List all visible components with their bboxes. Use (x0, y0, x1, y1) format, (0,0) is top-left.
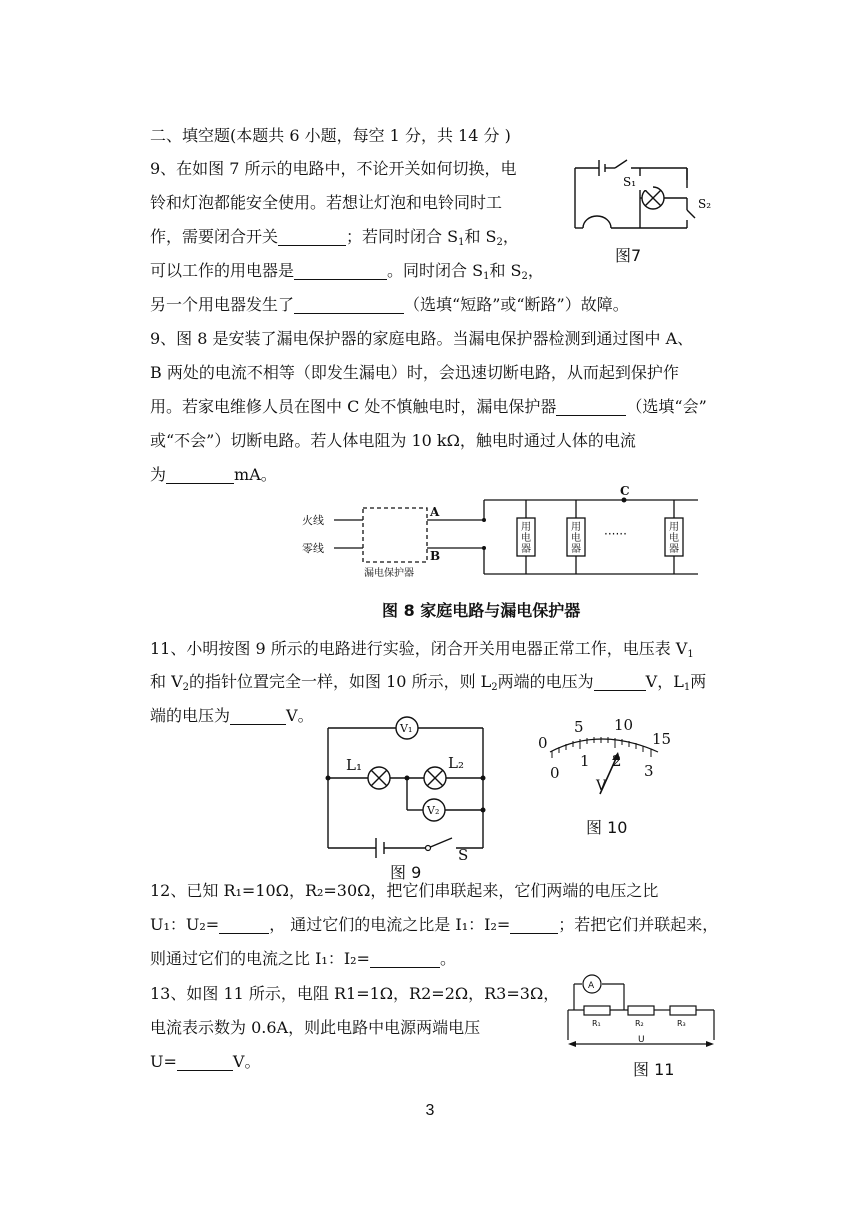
answer-blank[interactable] (166, 467, 234, 484)
text: ， (502, 227, 519, 246)
q13-line2: 电流表示数为 0.6A，则此电路中电源两端电压 (150, 1018, 481, 1037)
text: 两 (690, 672, 707, 691)
text: 和 V (150, 672, 183, 691)
text: mA。 (234, 465, 277, 484)
answer-blank[interactable] (278, 229, 346, 246)
text: 端的电压为 (150, 706, 231, 725)
q9a-line3 (150, 226, 519, 254)
l1-label: L₁ (346, 756, 362, 774)
answer-blank[interactable] (230, 708, 286, 725)
q9b-line5 (150, 464, 277, 486)
figure-8-caption: 图 8 家庭电路与漏电保护器 (382, 601, 581, 620)
text: 。 (439, 949, 456, 968)
point-c-label: C (620, 484, 630, 498)
figure-10-meter (530, 712, 680, 822)
q9b-line4: 或“不会”）切断电路。若人体电阻为 10 kΩ，触电时通过人体的电流 (150, 431, 636, 450)
live-wire-label: 火线 (302, 514, 324, 527)
text: 和 S (489, 261, 522, 280)
subscript: 2 (182, 682, 190, 693)
text: （选填“短路”或“断路”）故障。 (404, 295, 629, 314)
v2-label: V₂ (427, 804, 440, 817)
text: 。同时闭合 S (387, 261, 484, 280)
q12-line3 (150, 948, 456, 970)
subscript: 2 (491, 682, 498, 693)
section-heading: 二、填空题(本题共 6 小题，每空 1 分，共 14 分 ) (150, 126, 511, 145)
top-scale-10: 10 (614, 716, 634, 734)
text: 的指针位置完全一样，如图 10 所示，则 L (189, 672, 492, 691)
answer-blank[interactable] (294, 263, 387, 280)
figure-10-caption: 图 10 (586, 818, 628, 837)
text: 用。若家电维修人员在图中 C 处不慎触电时，漏电保护器 (150, 397, 557, 416)
answer-blank[interactable] (556, 399, 626, 416)
appliance-3-label: 用电器 (669, 522, 679, 555)
appliance-1-label: 用电器 (521, 522, 531, 555)
text: ， 通过它们的电流之比是 I₁：I₂= (269, 915, 511, 934)
text: U₁：U₂= (150, 915, 220, 934)
subscript: 1 (458, 237, 465, 248)
subscript: 2 (496, 237, 503, 248)
neutral-wire-label: 零线 (302, 542, 324, 555)
q12-line2 (150, 914, 718, 936)
r2-label: R₂ (635, 1019, 644, 1028)
answer-blank[interactable] (594, 674, 646, 691)
text: 11、小明按图 9 所示的电路进行实验，闭合开关用电器正常工作，电压表 V (150, 639, 688, 658)
page-number: 3 (425, 1102, 435, 1119)
text: 作，需要闭合开关 (150, 227, 279, 246)
bottom-scale-0: 0 (550, 764, 560, 782)
q9b-line3 (150, 396, 707, 418)
q9a-line5 (150, 294, 629, 316)
q9a-line2: 铃和灯泡都能安全使用。若想让灯泡和电铃同时工 (150, 193, 503, 212)
ellipsis-dots: ······ (604, 527, 627, 541)
l2-label: L₂ (448, 754, 464, 772)
subscript: 2 (521, 271, 528, 282)
figure-11-caption: 图 11 (633, 1060, 675, 1079)
text: 和 S (464, 227, 497, 246)
figure-9-circuit (318, 718, 498, 868)
figure-7-caption: 图7 (615, 246, 642, 265)
text: 可以工作的用电器是 (150, 261, 295, 280)
meter-ticks (552, 737, 651, 758)
q12-line1: 12、已知 R₁=10Ω，R₂=30Ω，把它们串联起来，它们两端的电压之比 (150, 881, 659, 900)
subscript: 1 (683, 682, 691, 693)
subscript: 1 (687, 649, 694, 660)
text: （选填“会” (626, 397, 707, 416)
bottom-scale-3: 3 (644, 762, 654, 780)
text: 两端的电压为 (497, 672, 594, 691)
text: U= (150, 1052, 177, 1071)
q11-line1 (150, 638, 694, 666)
protector-label: 漏电保护器 (364, 568, 414, 579)
answer-blank[interactable] (370, 951, 440, 968)
top-scale-0: 0 (538, 734, 548, 752)
subscript: 1 (483, 271, 490, 282)
point-a-label: A (430, 505, 440, 519)
bottom-scale-1: 1 (580, 752, 590, 770)
text: ；若同时闭合 S (346, 227, 459, 246)
s2-label: S₂ (698, 197, 712, 211)
answer-blank[interactable] (294, 297, 404, 314)
figure-11-circuit (562, 968, 722, 1054)
text: 为 (150, 465, 167, 484)
top-scale-15: 15 (652, 730, 672, 748)
unit-label: V (596, 778, 607, 794)
q9a-line1: 9、在如图 7 所示的电路中，不论开关如何切换，电 (150, 159, 517, 178)
voltage-u-label: U (638, 1035, 645, 1045)
q13-line1: 13、如图 11 所示，电阻 R1=1Ω，R2=2Ω，R3=3Ω， (150, 984, 560, 1003)
s-label: S (458, 846, 469, 864)
q9b-line1: 9、图 8 是安装了漏电保护器的家庭电路。当漏电保护器检测到通过图中 A、 (150, 329, 694, 348)
text: 则通过它们的电流之比 I₁：I₂= (150, 949, 370, 968)
q11-line3 (150, 705, 314, 727)
r3-label: R₃ (677, 1019, 686, 1028)
q13-line3 (150, 1051, 260, 1073)
r1-label: R₁ (592, 1019, 601, 1028)
top-scale-5: 5 (574, 718, 584, 736)
q9b-line2: B 两处的电流不相等（即发生漏电）时，会迅速切断电路，从而起到保护作 (150, 363, 679, 382)
text: V，L (645, 672, 684, 691)
v1-label: V₁ (400, 722, 413, 735)
s1-label: S₁ (623, 175, 637, 189)
ammeter-label: A (588, 981, 595, 991)
figure-8-circuit (298, 484, 710, 582)
answer-blank[interactable] (177, 1054, 233, 1071)
text: V。 (232, 1052, 261, 1071)
bottom-scale-2: 2 (612, 752, 622, 770)
text: V。 (286, 706, 314, 725)
q9a-line4 (150, 260, 544, 288)
figure-9-caption: 图 9 (390, 863, 422, 882)
appliance-2-label: 用电器 (571, 522, 581, 555)
text: ；若把它们并联起来， (558, 915, 719, 934)
text: ， (527, 261, 544, 280)
answer-blank[interactable] (219, 917, 269, 934)
q11-line2 (150, 671, 706, 699)
point-b-label: B (430, 549, 441, 563)
text: 另一个用电器发生了 (150, 295, 295, 314)
answer-blank[interactable] (510, 917, 558, 934)
